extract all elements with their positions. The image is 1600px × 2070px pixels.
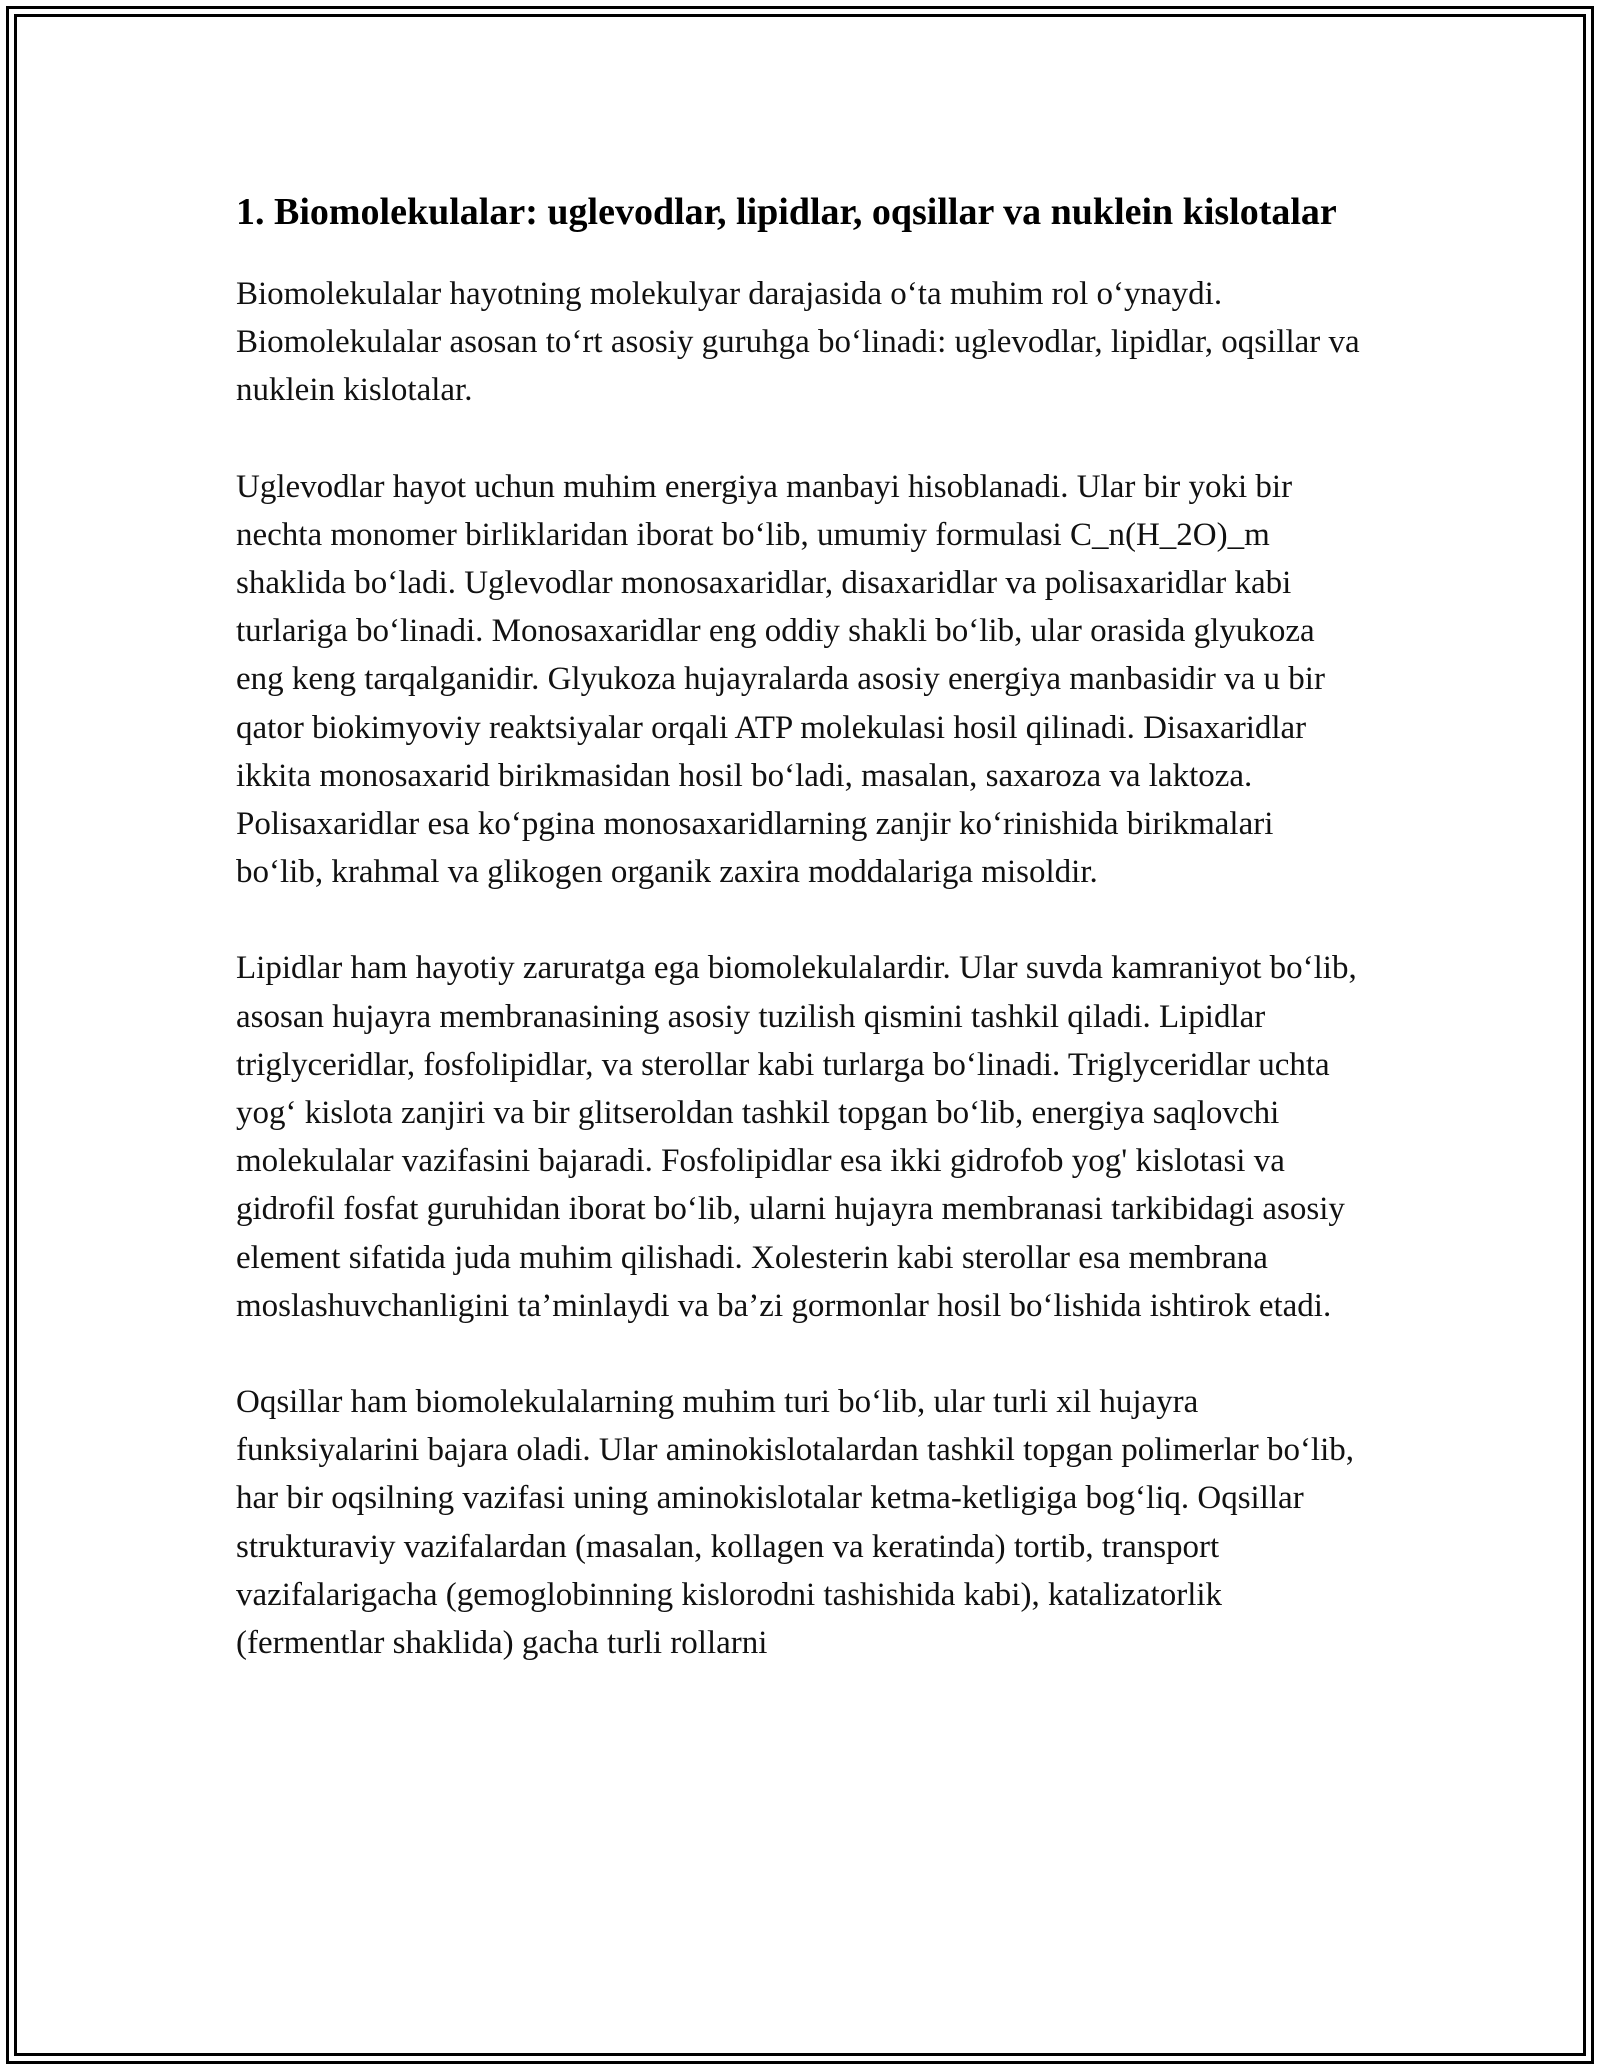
- paragraph-intro: Biomolekulalar hayotning molekulyar darajasida o‘ta muhim rol o‘ynaydi. Biomolekulalar asosan to‘rt asosiy guruhga bo‘linadi: uglevodlar, lipidlar, oqsillar va nuklein kislotalar.: [236, 276, 1360, 409]
- paragraph-carbohydrates: Uglevodlar hayot uchun muhim energiya manbayi hisoblanadi. Ular bir yoki bir nechta monomer birliklaridan iborat bo‘lib, umumiy formulasi C_n(H_2O)_m shaklida bo‘ladi. Uglevodlar monosaxaridlar, disaxaridlar va polisaxaridlar kabi turlariga bo‘linadi. Monosaxaridlar eng oddiy shakli bo‘lib, ular orasida glyukoza eng keng tarqalganidir. Glyukoza hujayralarda asosiy energiya manbasidir va u bir qator biokimyoviy reaktsiyalar orqali ATP molekulasi hosil qilinadi. Disaxaridlar ikkita monosaxarid birikmasidan hosil bo‘ladi, masalan, saxaroza va laktoza. Polisaxaridlar esa ko‘pgina monosaxaridlarning zanjir ko‘rinishida birikmalari bo‘lib, krahmal va glikogen organik zaxira moddalariga misoldir.: [236, 468, 1325, 891]
- document-body: [236, 185, 1366, 1715]
- paragraph-lipids: Lipidlar ham hayotiy zaruratga ega biomolekulalardir. Ular suvda kamraniyot bo‘lib, asosan hujayra membranasining asosiy tuzilish qismini tashkil qiladi. Lipidlar triglyceridlar, fosfolipidlar, va sterollar kabi turlarga bo‘linadi. Triglyceridlar uchta yog‘ kislota zanjiri va bir glitseroldan tashkil topgan bo‘lib, energiya saqlovchi molekulalar vazifasini bajaradi. Fosfolipidlar esa ikki gidrofob yog' kislotasi va gidrofil fosfat guruhidan iborat bo‘lib, ularni hujayra membranasi tarkibidagi asosiy element sifatida juda muhim qilishadi. Xolesterin kabi sterollar esa membrana moslashuvchanligini ta’minlaydi va ba’zi gormonlar hosil bo‘lishida ishtirok etadi.: [236, 950, 1357, 1324]
- paragraph-proteins: Oqsillar ham biomolekulalarning muhim turi bo‘lib, ular turli xil hujayra funksiyalarini bajara oladi. Ular aminokislotalardan tashkil topgan polimerlar bo‘lib, har bir oqsilning vazifasi uning aminokislotalar ketma-ketligiga bog‘liq. Oqsillar strukturaviy vazifalardan (masalan, kollagen va keratinda) tortib, transport vazifalarigacha (gemoglobinning kislorodni tashishida kabi), katalizatorlik (fermentlar shaklida) gacha turli rollarni: [236, 1384, 1355, 1662]
- section-title: 1. Biomolekulalar: uglevodlar, lipidlar, oqsillar va nuklein kislotalar: [236, 191, 1337, 233]
